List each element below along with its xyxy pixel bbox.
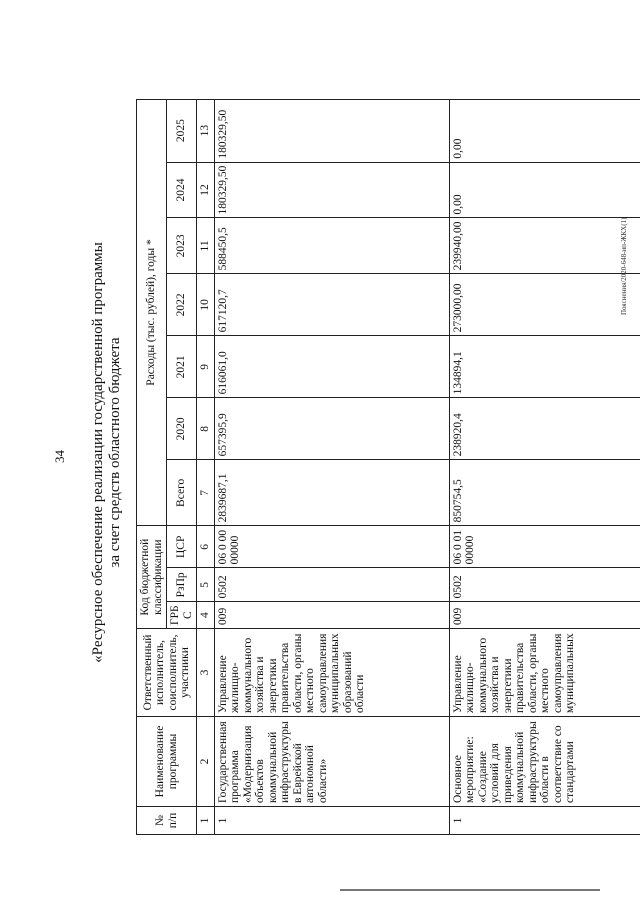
- header-program-name: Наименование программы: [137, 717, 197, 807]
- row-2023: 239940,00: [449, 218, 640, 274]
- scan-edge-line: [340, 889, 600, 891]
- header-budget-code: Код бюджетной классификации: [137, 526, 167, 629]
- header-2020: 2020: [167, 398, 197, 460]
- row-2021: 134894,1: [449, 336, 640, 398]
- column-number: 2: [197, 717, 215, 807]
- row-program-name: Основное мероприятие: «Создание условий для приведения коммунальной инфраструктуры области в соответствие со стандартами: [449, 717, 640, 807]
- header-grbs: ГРБ С: [167, 602, 197, 629]
- header-expenses: Расходы (тыс. рублей), годы *: [137, 99, 167, 526]
- column-number: 1: [197, 807, 215, 835]
- table-row-program: [214, 99, 449, 834]
- column-number: 12: [197, 162, 215, 218]
- row-num: 1: [214, 807, 449, 835]
- column-number: 7: [197, 460, 215, 526]
- column-number: 11: [197, 218, 215, 274]
- row-2025: 180329,50: [214, 99, 449, 162]
- header-executor: Ответственный исполнитель, соисполнитель, участники: [137, 629, 197, 717]
- header-csr: ЦСР: [167, 526, 197, 568]
- row-2022: 617120,7: [214, 274, 449, 336]
- row-2021: 616061,0: [214, 336, 449, 398]
- column-number: 9: [197, 336, 215, 398]
- row-total: 2839687,1: [214, 460, 449, 526]
- row-2022: 273000,00: [449, 274, 640, 336]
- row-total: 850754,5: [449, 460, 640, 526]
- header-num: № п/п: [137, 807, 197, 835]
- page-number: 34: [52, 450, 67, 463]
- header-2021: 2021: [167, 336, 197, 398]
- row-2020: 238920,4: [449, 398, 640, 460]
- header-2024: 2024: [167, 162, 197, 218]
- row-executor: Управление жилищно-коммунального хозяйства и энергетики правительства области, органы местного самоуправления муниципальных: [449, 629, 640, 717]
- column-number: 10: [197, 274, 215, 336]
- row-2023: 588450,5: [214, 218, 449, 274]
- row-executor: Управление жилищно-коммунального хозяйства и энергетики правительства области, органы местного самоуправления муниципальных образований области: [214, 629, 449, 717]
- row-2025: 0,00: [449, 99, 640, 162]
- row-csr: 06 0 00 00000: [214, 526, 449, 568]
- document-subtitle: за счет средств областного бюджета: [107, 337, 123, 568]
- table-row-activity: [449, 99, 640, 834]
- column-number: 5: [197, 568, 215, 602]
- header-total: Всего: [167, 460, 197, 526]
- row-num: 1: [449, 807, 640, 835]
- row-program-name: Государственная программа «Модернизация объектов коммунальной инфраструктуры в Еврейской автономной области»: [214, 717, 449, 807]
- column-number-row: [197, 99, 215, 834]
- resource-table: [136, 99, 640, 835]
- column-number: 8: [197, 398, 215, 460]
- header-rzpr: РзПр: [167, 568, 197, 602]
- row-rzpr: 0502: [449, 568, 640, 602]
- column-number: 4: [197, 602, 215, 629]
- row-rzpr: 0502: [214, 568, 449, 602]
- header-2025: 2025: [167, 99, 197, 162]
- document-footer-code: Пояснения/2020-648-ип-ЖКХ(1): [620, 217, 628, 315]
- column-number: 3: [197, 629, 215, 717]
- document-title: «Ресурсное обеспечение реализации государственной программы: [90, 242, 106, 663]
- row-grbs: 009: [214, 602, 449, 629]
- header-2023: 2023: [167, 218, 197, 274]
- row-grbs: 009: [449, 602, 640, 629]
- row-2024: 180329,50: [214, 162, 449, 218]
- row-2024: 0,00: [449, 162, 640, 218]
- row-2020: 657395,9: [214, 398, 449, 460]
- column-number: 13: [197, 99, 215, 162]
- header-2022: 2022: [167, 274, 197, 336]
- column-number: 6: [197, 526, 215, 568]
- row-csr: 06 0 01 00000: [449, 526, 640, 568]
